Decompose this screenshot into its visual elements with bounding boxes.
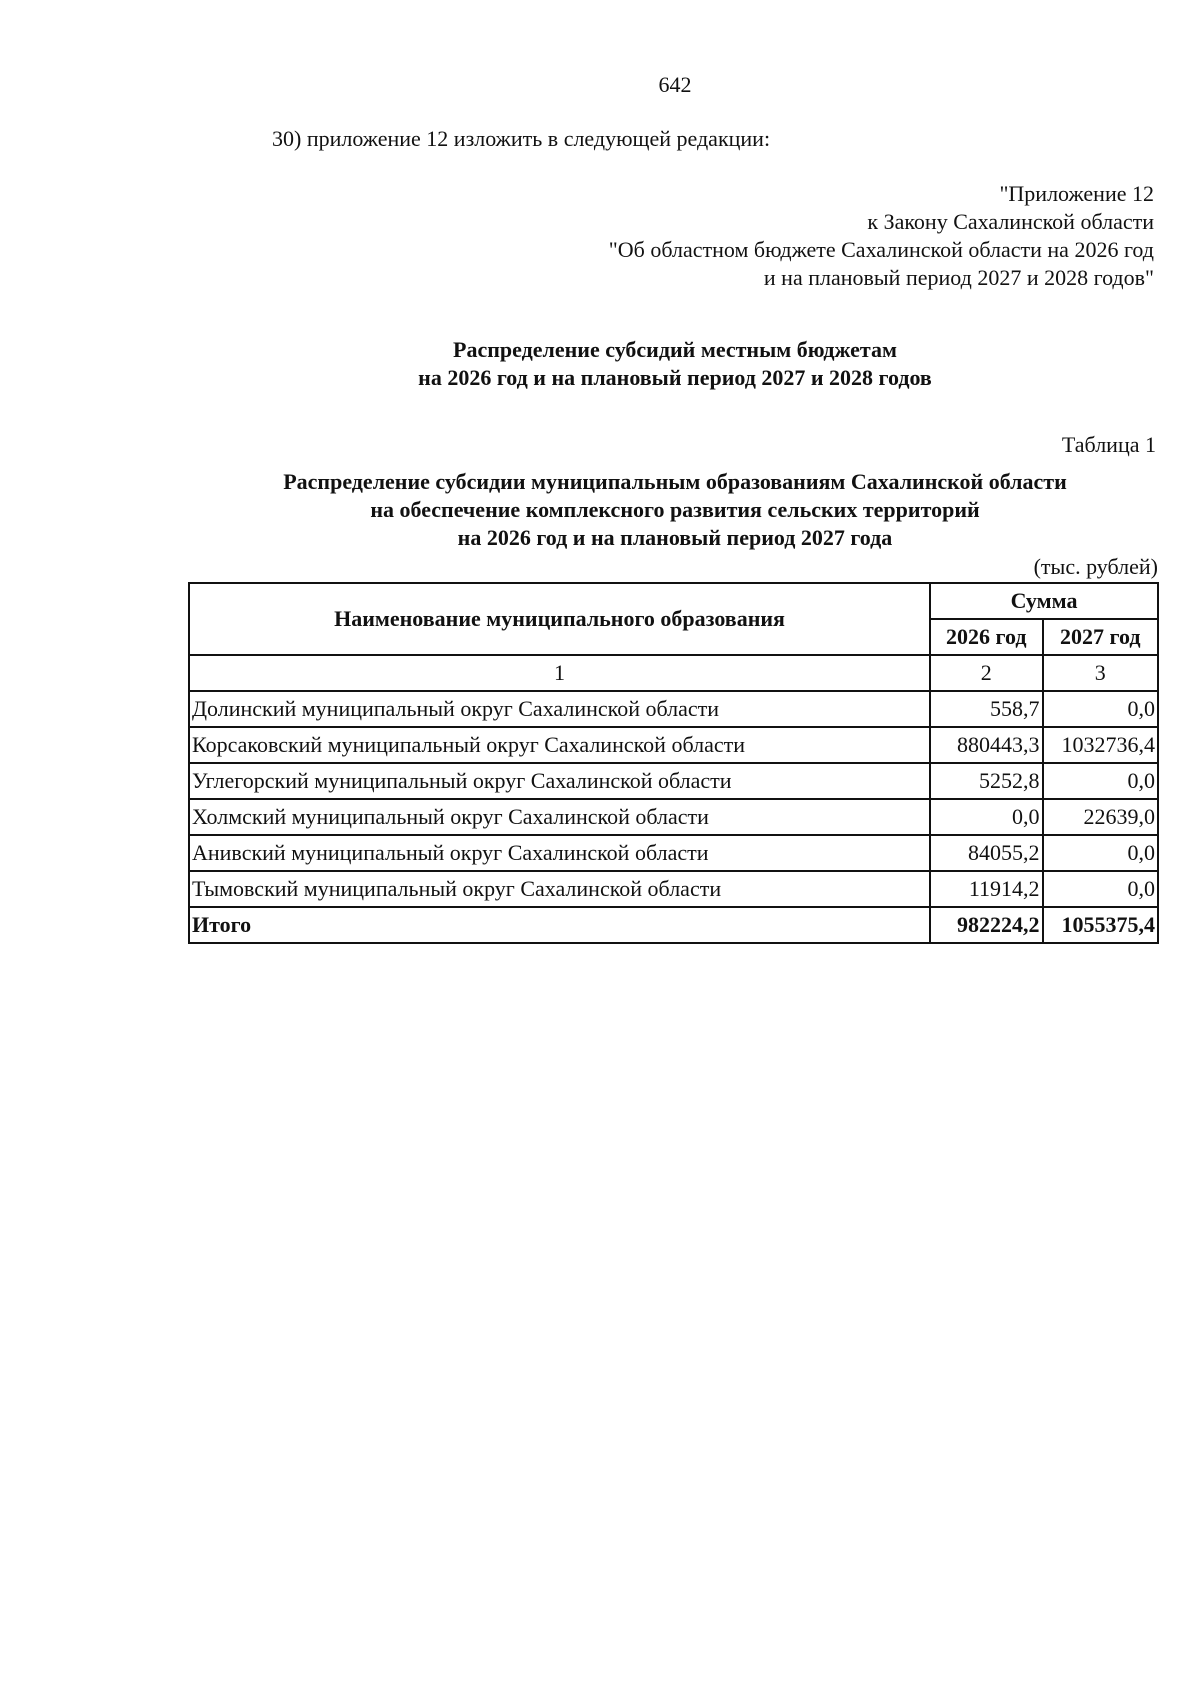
appendix-ref-line-3: "Об областном бюджете Сахалинской области на 2026 год (608, 237, 1154, 262)
row-name: Холмский муниципальный округ Сахалинской области (189, 799, 930, 835)
table-row (189, 835, 1158, 871)
table-number: Таблица 1 (1061, 432, 1156, 457)
appendix-ref-line-2: к Закону Сахалинской области (867, 209, 1154, 234)
appendix-reference (609, 180, 1154, 292)
column-number-1: 1 (189, 655, 930, 691)
header-name: Наименование муниципального образования (189, 583, 930, 655)
main-title-line-1: Распределение субсидий местным бюджетам (453, 337, 897, 362)
subsidy-table (188, 582, 1159, 944)
column-number-2: 2 (930, 655, 1042, 691)
row-value-2027: 22639,0 (1043, 799, 1159, 835)
row-value-2026: 558,7 (930, 691, 1042, 727)
row-name: Корсаковский муниципальный округ Сахалинской области (189, 727, 930, 763)
row-name: Долинский муниципальный округ Сахалинской области (189, 691, 930, 727)
table-title (0, 468, 1200, 552)
table-row (189, 727, 1158, 763)
header-year-2026: 2026 год (930, 619, 1042, 655)
row-name: Углегорский муниципальный округ Сахалинской области (189, 763, 930, 799)
total-row (189, 907, 1158, 943)
table-row (189, 691, 1158, 727)
column-number-row (189, 655, 1158, 691)
header-sum: Сумма (930, 583, 1158, 619)
row-value-2026: 880443,3 (930, 727, 1042, 763)
main-title-line-2: на 2026 год и на плановый период 2027 и 2028 годов (418, 365, 932, 390)
main-title (0, 336, 1200, 392)
total-label: Итого (189, 907, 930, 943)
row-value-2027: 0,0 (1043, 691, 1159, 727)
row-value-2027: 0,0 (1043, 871, 1159, 907)
table-title-line-1: Распределение субсидии муниципальным образованиям Сахалинской области (283, 469, 1067, 494)
row-value-2026: 84055,2 (930, 835, 1042, 871)
row-value-2027: 1032736,4 (1043, 727, 1159, 763)
page-number: 642 (658, 72, 692, 97)
intro-line: 30) приложение 12 изложить в следующей редакции: (272, 126, 771, 151)
table-row (189, 871, 1158, 907)
units-label: (тыс. рублей) (1033, 554, 1158, 579)
appendix-ref-line-1: "Приложение 12 (999, 181, 1154, 206)
row-name: Тымовский муниципальный округ Сахалинской области (189, 871, 930, 907)
row-value-2027: 0,0 (1043, 763, 1159, 799)
table-title-line-2: на обеспечение комплексного развития сельских территорий (370, 497, 980, 522)
table-title-line-3: на 2026 год и на плановый период 2027 года (457, 525, 893, 550)
row-value-2027: 0,0 (1043, 835, 1159, 871)
row-value-2026: 11914,2 (930, 871, 1042, 907)
header-year-2027: 2027 год (1043, 619, 1159, 655)
appendix-ref-line-4: и на плановый период 2027 и 2028 годов" (763, 265, 1154, 290)
column-number-3: 3 (1043, 655, 1159, 691)
total-value-2026: 982224,2 (930, 907, 1042, 943)
table-row (189, 763, 1158, 799)
row-name: Анивский муниципальный округ Сахалинской области (189, 835, 930, 871)
total-value-2027: 1055375,4 (1043, 907, 1159, 943)
row-value-2026: 5252,8 (930, 763, 1042, 799)
table-row (189, 799, 1158, 835)
row-value-2026: 0,0 (930, 799, 1042, 835)
